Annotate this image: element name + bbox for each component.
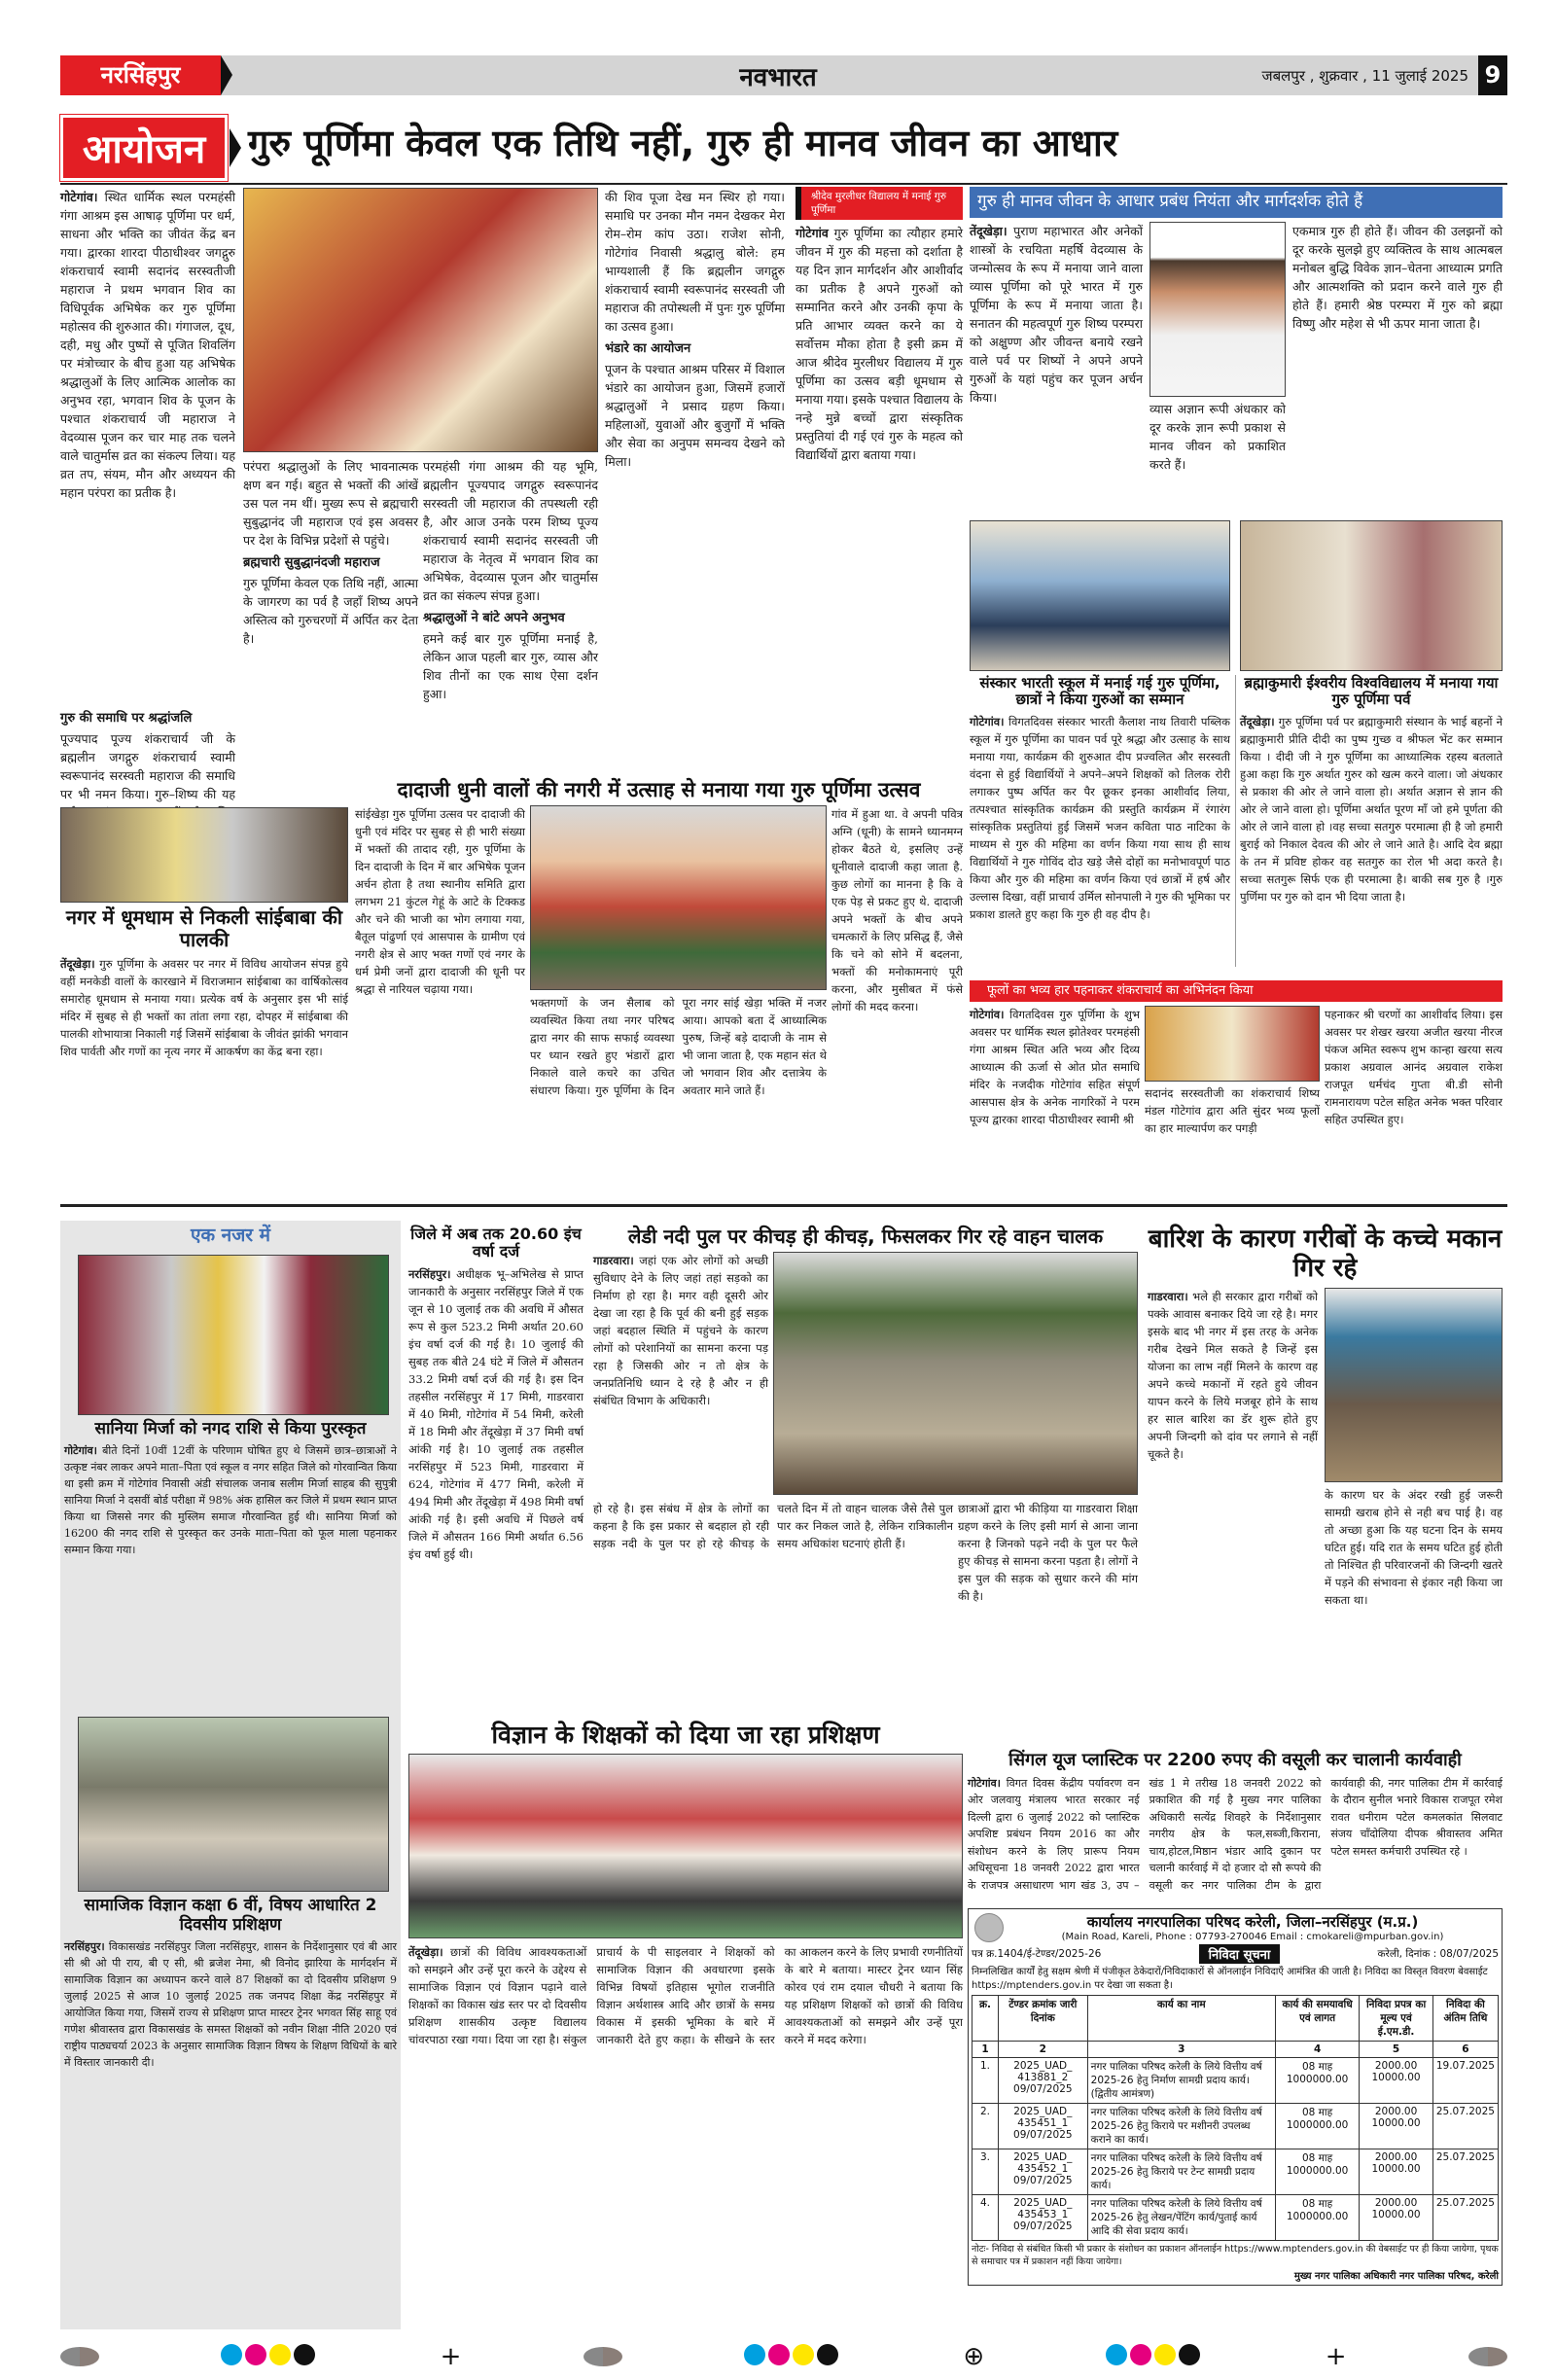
- school-block: [796, 187, 963, 774]
- saniya-block: [64, 1226, 397, 1710]
- sanskar-article: गोटेगांव। विगतदिवस संस्कार भारती कैलाश नाथ तिवारी पब्लिक स्कूल में गुरु पूर्णिमा का पावन पर्व पूरे श्रद्धा और उत्साह के साथ मनाया गया, कार्यक्रम की शुरुआत दीप प्रज्वलित और सरस्वती वंदना से हुई विद्यार्थियों ने अपने–अपने शिक्षकों को तिलक रोरी लगाकर पुष्प अर्पित कर पैर छूकर इनका आशीर्वाद लिया, तत्पश्चात सांस्कृतिक कार्यक्रम की प्रस्तुति कार्यक्रम में रंगारंग सांस्कृतिक प्रस्तुतियां हुई जिसमें भजन कविता पाठ नाटिका के माध्यम से गुरु की महिमा का वर्णन किया गया साथ ही साथ विद्यार्थियों ने गुरु गोविंद दोउ खड़े जैसे दोहों का मनोभावपूर्ण पाठ किया और गुरु की महिमा का वर्णन किया एवं छात्रों में हर्ष और उल्लास दिखा, वहीं प्राचार्य उर्मिल सोनपाली ने गुरु की भूमिका पर प्रकाश डालते हुए कहा कि गुरु ही वह दीप है।: [970, 714, 1231, 921]
- lady-block: [593, 1226, 1138, 1714]
- brahma-photo: [1240, 520, 1503, 671]
- tender-row: [972, 2195, 1499, 2241]
- samajik-block: [64, 1717, 397, 2327]
- lead-col3: परमहंसी गंगा आश्रम की यह भूमि, ब्रह्मलीन पूज्यपाद जगद्गुरु स्वरूपानंद सरस्वती जी महाराज की तपस्थली रही है, और आज उनके परम शिष्य पूज्य शंकराचार्य स्वामी सदानंद सरस्वती जी महाराज के नेतृत्व में भगवान शिव का अभिषेक, वेदव्यास पूजन और चातुर्मास व्रत का संकल्प संपन्न हुआ। श्रद्धालुओं ने बांटे अपने अनुभव हमने कई बार गुरु पूर्णिमा मनाई है, लेकिन आज पहली बार गुरु, व्यास और शिव तीनों का एक साथ ऐसा दर्शन हुआ।: [423, 459, 598, 701]
- ek-nazar-title: एक नजर में: [190, 1225, 271, 1246]
- barish-article-2: के कारण घर के अंदर रखी हुई जरूरी सामग्री खराब होने से नही बच पाई है। वह तो अच्छा हुआ कि यह घटना दिन के समय घटित हुई। यदि रात के समय घटित हुई होती तो निश्चित ही परिवारजनों की जिन्दगी खतरे में पड़ने की संभावना से इंकार नही किया जा सकता था।: [1325, 1487, 1503, 1607]
- lead-col4: की शिव पूजा देख मन स्थिर हो गया। समाधि पर उनका मौन नमन देखकर मेरा रोम–रोम कांप उठा। राजेश सोनी, गोटेगांव निवासी श्रद्धालु बोले: हम भाग्यशाली हैं कि ब्रह्मलीन जगद्गुरु शंकराचार्य स्वामी स्वरूपानंद सरस्वती जी महाराज की तपोस्थली में पुनः गुरु पूर्णिमा का उत्सव हुआ। भंडारे का आयोजन पूजन के पश्चात आश्रम परिसर में विशाल भंडारे का आयोजन हुआ, जिसमें हजारों श्रद्धालुओं ने प्रसाद ग्रहण किया। महिलाओं, युवाओं और बुजुर्गों में भक्ति और सेवा का अनुपम समन्वय देखने को मिला।: [605, 190, 785, 469]
- tender-note: नोटः- निविदा से संबंधित किसी भी प्रकार के संशोधन का प्रकाशन ऑनलाईन https://www.mptenders.gov.in की वेबसाईट पर ही किया जायेगा, पृथक से समाचार पत्र में प्रकाशन नहीं किया जायेगा।: [972, 2244, 1499, 2267]
- phool-article-2: सदानंद सरस्वतीजी का शंकराचार्य शिष्य मंडल गोटेगांव द्वारा अति सुंदर भव्य फूलों का हार माल्यार्पण कर पगड़ी: [1145, 1085, 1320, 1135]
- col-header: क्र.: [972, 1996, 999, 2042]
- training-group-photo: [78, 1717, 389, 1892]
- rain-article: नरसिंहपुर। अधीक्षक भू–अभिलेख से प्राप्त जानकारी के अनुसार नरसिंहपुर जिले में एक जून से 10 जुलाई तक की अवधि में औसत रूप से कुल 523.2 मिमी अर्थात 20.60 इंच वर्षा दर्ज की गई है। 10 जुलाई की सुबह तक बीते 24 घंटे में जिले में औसतन 33.2 मिमी वर्षा दर्ज की गई है। इस दिन तहसील नरसिंहपुर में 17 मिमी, गाडरवारा में 40 मिमी, गोटेगांव में 54 मिमी, करेली में 18 मिमी और तेंदूखेड़ा में 37 मिमी वर्षा आंकी गई है। 10 जुलाई तक तहसील नरसिंहपुर में 523 मिमी, गाडरवारा में 624, गोटेगांव में 477 मिमी, करेली में 494 मिमी और तेंदूखेड़ा में 498 मिमी वर्षा आंकी गई है। इसी अवधि में पिछले वर्ष जिले में औसतन 166 मिमी अर्थात 6.56 इंच वर्षा हुई थी।: [408, 1266, 584, 1561]
- tender-cell: 08 माह 1000000.00: [1275, 2104, 1359, 2149]
- vigyan-article: तेंदूखेड़ा। छात्रों की विविध आवश्यकताओं को समझने और उन्हें पूरा करने के उद्देश्य से सामाजिक विज्ञान एवं विज्ञान पढ़ाने वाले शिक्षकों का विकास खंड स्तर पर दो दिवसीय प्रशिक्षण शासकीय उत्कृष्ट विद्यालय चांवरपाठा रखा गया। दिया जा रहा है। संकुल प्राचार्य के पी साइलवार ने शिक्षकों को सामाजिक विज्ञान की अवधारणा इसके विभिन्न विषयों इतिहास भूगोल राजनीति विज्ञान अर्थशास्त्र आदि और छात्रों के समग्र विकास में इसकी भूमिका के बारे में जानकारी देते हुए कहा। के सीखने के स्तर का आकलन करने के लिए प्रभावी रणनीतियों के बारे मे बताया। मास्टर ट्रेनर ध्यान सिंह कोरव एवं राम दयाल चौधरी ने बताया कि यह प्रशिक्षण शिक्षकों को छात्रों की विविध आवश्यकताओं को समझने और उन्हें पूरा करने में मदद करेगा।: [408, 1944, 963, 2046]
- phool-article-3: पहनाकर श्री चरणों का आशीर्वाद लिया। इस अवसर पर शेखर खरया अजीत खरया नीरज पंकज अमित स्वरूप शुभ कान्हा खरया सत्य प्रकाश अग्रवाल आनंद अग्रवाल राकेश राजपूत धर्मचंद गुप्ता बी.डी सोनी रामनारायण पटेल सहित अनेक भक्त परिवार सहित उपस्थित हुए।: [1325, 1007, 1503, 1126]
- shankaracharya-photo: [1145, 1006, 1320, 1082]
- tender-title: निविदा सूचना: [1199, 1944, 1281, 1964]
- section-label: नरसिंहपुर: [60, 55, 221, 95]
- grey-oval-mark: [584, 2347, 622, 2366]
- col-num: 3: [1087, 2042, 1275, 2058]
- lady-article-2: हो रहे है। इस संबंध में क्षेत्र के लोगों का कहना है कि इस प्रकार से बदहाल हो रही सड़क नदी के पुल पर हो रहे कीचड़ के चलते दिन में तो वाहन चालक जैसे तैसे पुल पार कर निकल जाते है, लेकिन रात्रिकालीन समय अधिकांश घटनाएं होती हैं।: [593, 1502, 953, 1550]
- tender-cell: 1.: [972, 2058, 999, 2104]
- tender-cell: 2000.00 10000.00: [1360, 2058, 1433, 2104]
- tender-cell: 2025_UAD_ 435452_1 09/07/2025: [998, 2149, 1087, 2195]
- tender-cell: नगर पालिका परिषद करेली के लिये वित्तीय वर्ष 2025-26 हेतु निर्माण सामग्री प्रदाय कार्य।(द्वितीय आमंत्रण): [1087, 2058, 1275, 2104]
- tender-address: (Main Road, Kareli, Phone : 07793-270046 Email : cmokareli@mpurban.gov.in): [1061, 1932, 1444, 1942]
- temple-photo: [530, 805, 827, 990]
- tender-cell: 25.07.2025: [1432, 2149, 1498, 2195]
- lady-headline: लेडी नदी पुल पर कीचड़ ही कीचड़, फिसलकर गिर रहे वाहन चालक: [627, 1225, 1104, 1248]
- lady-article: गाडरवारा। जहां एक ओर लोगों को अच्छी सुविधाए देने के लिए जहां तहां सड़को का निर्माण हो रहा है। मगर वही दूसरी ओर देखा जा रहा है कि पूर्व की बनी हुई सड़क जहां बदहाल स्थिति में पहुंचने के कारण लोगों को परेशानियों का सामना करना पड़ रहा है जिसकी ओर न तो क्षेत्र के जनप्रतिनिधि ध्यान दे रहे है और न ही संबंधित विभाग के अधिकारी।: [593, 1254, 768, 1407]
- tender-cell: 25.07.2025: [1432, 2104, 1498, 2149]
- col-header: निविदा प्रपत्र का मूल्य एवं ई.एम.डी.: [1360, 1996, 1433, 2042]
- paper-name: नवभारत: [739, 63, 817, 92]
- plastic-block: [968, 1751, 1503, 1904]
- saniya-photo: [78, 1255, 389, 1415]
- tender-cell: नगर पालिका परिषद करेली के लिये वित्तीय वर्ष 2025-26 हेतु लेखन/पेंटिंग कार्य/पुताई कार्य आदि की सेवा प्रदाय कार्य।: [1087, 2195, 1275, 2241]
- tender-office: कार्यालय नगरपालिका परिषद करेली, जिला–नरसिंहपुर (म.प्र.): [1086, 1913, 1419, 1931]
- section-arrow: [221, 55, 232, 95]
- tender-cell: 2025_UAD_ 435453_1 09/07/2025: [998, 2195, 1087, 2241]
- tender-row: [972, 2149, 1499, 2195]
- barish-article: गाडरवारा। भले ही सरकार द्वारा गरीबों को पक्के आवास बनाकर दिये जा रहे है। मगर इसके बाद भी नगर में इस तरह के अनेक गरीब देखने मिल सकते है जिन्हें इस योजना का लाभ नहीं मिलने के कारण वह अपने कच्चे मकानों में रहते हुये जीवन यापन करने के लिये मजबूर होने के साथ हर साल बारिश का डॅर शुरू होते हुए अपनी जिन्दगी को दांव पर लगाने से नहीं चूकते है।: [1148, 1289, 1318, 1461]
- tender-cell: नगर पालिका परिषद करेली के लिये वित्तीय वर्ष 2025-26 हेतु किराये पर मशीनरी उपलब्ध कराने का कार्य।: [1087, 2104, 1275, 2149]
- dadaji-block: [355, 778, 963, 1192]
- sai-headline: नगर में धूमधाम से निकली सांईबाबा की पालकी: [65, 906, 343, 951]
- tender-cell: नगर पालिका परिषद करेली के लिये वित्तीय वर्ष 2025-26 हेतु किराये पर टेन्ट सामग्री प्रदाय कार्य।: [1087, 2149, 1275, 2195]
- dadaji-article-1: सांईखेड़ा गुरु पूर्णिमा उत्सव पर दादाजी की धुनी एवं मंदिर पर सुबह से ही भारी संख्या में भक्तों की तादाद रही, गुरु पूर्णिमा के दिन दादाजी के दिन में बार अभिषेक पूजन अर्चन होता है तथा स्थानीय समिति द्वारा लगभग 21 कुंटल गेहूं के आटे के टिक्कड और चने की भाजी का भोग लगाया गया, बैतूल पांढुर्णा एवं आसपास के ग्रामीण एवं नगरी क्षेत्र से आए भक्त गणों एवं नगर के धर्म प्रेमी जनों द्वारा दादाजी की धूनी पर श्रद्धा से नारियल चढ़ाया गया।: [355, 807, 525, 997]
- tender-row: [972, 2058, 1499, 2104]
- tender-cell: 2000.00 10000.00: [1360, 2104, 1433, 2149]
- cmyk-dots: [744, 2344, 841, 2369]
- tender-row: [972, 2104, 1499, 2149]
- tender-date: करेली, दिनांक : 08/07/2025: [1377, 1948, 1499, 1960]
- tender-cell: 08 माह 1000000.00: [1275, 2195, 1359, 2241]
- tender-cell: 2000.00 10000.00: [1360, 2149, 1433, 2195]
- tender-cell: 08 माह 1000000.00: [1275, 2149, 1359, 2195]
- main-headline: गुरु पूर्णिमा केवल एक तिथि नहीं, गुरु ही मानव जीवन का आधार: [248, 122, 1118, 164]
- col-header: टेंण्डर क्रमांक जारी दिनांक: [998, 1996, 1087, 2042]
- tender-cell: 4.: [972, 2195, 999, 2241]
- divider: [60, 183, 1507, 185]
- barish-headline: बारिश के कारण गरीबों के कच्चे मकान गिर रहे: [1148, 1225, 1503, 1283]
- dadaji-headline: दादाजी धुनी वालों की नगरी में उत्साह से मनाया गया गुरु पूर्णिमा उत्सव: [397, 778, 921, 801]
- vigyan-block: [408, 1722, 963, 2329]
- sanskar-block: [970, 675, 1230, 967]
- lead-article-part: गुरु की समाधि पर श्रद्धांजलि पूज्यपाद पूज्य शंकराचार्य जी के ब्रह्मलीन जगद्गुरु शंकराचार्य स्वामी स्वरूपानंद सरस्वती महाराज की समाधि पर भी नमन किया। गुरु–शिष्य की यह: [60, 711, 235, 801]
- tender-intro: निम्नलिखित कार्यों हेतु सक्षम श्रेणी में पंजीकृत ठेकेदारों/निविदाकारों से ऑनलाईन निविदाएँ आमंत्रित की जाती है। निविदा का विस्तृत विवरण बेवसाईट https://mptenders.gov.in पर देखा जा सकता है।: [972, 1967, 1488, 1991]
- grey-oval-mark: [1468, 2347, 1507, 2366]
- dateline: जबलपुर , शुक्रवार , 11 जुलाई 2025: [1261, 67, 1468, 85]
- phool-block: [970, 980, 1503, 1192]
- guru-article: तेंदूखेड़ा। पुराण महाभारत और अनेकों शास्त्रों के रचयिता महर्षि वेदव्यास के जन्मोत्सव के रूप में मनाया जाने वाला व्यास पूर्णिमा को पूरे भारत में गुरु पूर्णिमा के रूप में मनाया जाता है। सनातन की महत्वपूर्ण गुरु शिष्य परम्परा को अक्षुण्ण और जीवन्त बनाये रखने वाले पर्व पर शिष्यों ने अपने अपने गुरुओं के यहां पहुंच कर पूजन अर्चन किया।: [970, 223, 1143, 405]
- brahma-block: [1240, 675, 1503, 967]
- muddy-road-photo: [773, 1252, 1138, 1495]
- tender-ref: पत्र क्र.1404/ई-टेण्डर/2025-26: [972, 1948, 1102, 1960]
- col-header: कार्य का नाम: [1087, 1996, 1275, 2042]
- school-article: गोटेगांव गुरु पूर्णिमा का त्यौहार हमारे जीवन में गुरु की महत्ता को दर्शाता है यह दिन ज्ञान मार्गदर्शन और आशीर्वाद का प्रतीक है अपने गुरुओं को सम्मानित करने और उनकी कृपा के प्रति आभार व्यक्त करने का ये सर्वोत्तम मौका होता है इसी क्रम में आज श्रीदेव मुरलीधर विद्यालय में गुरु पूर्णिमा का उत्सव बड़ी धूमधाम से मनाया गया। इसके पश्चात विद्यालय के नन्हे मुन्ने बच्चों द्वारा संस्कृतिक प्रस्तुतियां दी गई एवं गुरु के महत्व को विद्यार्थियों द्वारा बताया गया।: [796, 226, 963, 463]
- aayojan-arrow: [230, 128, 241, 167]
- tender-cell: 08 माह 1000000.00: [1275, 2058, 1359, 2104]
- brahma-article: तेंदूखेड़ा। गुरु पूर्णिमा पर्व पर ब्रह्माकुमारी संस्थान के भाई बहनों ने ब्रह्माकुमारी प्रीति दीदी का पुष्प गुच्छ व श्रीफल भेंट कर सम्मान किया । दीदी जी ने गुरु पूर्णिमा का आध्यात्मिक रहस्य बतलाते हुआ कहा कि गुरु अर्थात गुरुर को खत्म करने वाला। जो अंधकार से प्रकाश की ओर ले जाने वाला हो। अर्थात अज्ञान से ज्ञान की ओर ले जाने वाला हो। पूर्णिमा अर्थात पूरण माँ जो हमे पूर्णता की ओर ले जाने वाला हो ।वह सच्चा सतगुरु परमात्मा ही है जो हमारी बुराई को निकाल देवत्व की ओर ले जाने आते है। आदि देव ब्रह्मा के तन में प्रविष्ट होकर वह सतगुरु का रोल भी अदा करते है। सच्चा सतगुरू सिर्फ एक ही परमात्मा है। बाकी सब गुरु है ।गुरु पुर्णिमा पर गुरु को दान भी दिया जाता है।: [1240, 714, 1503, 904]
- column-rule: [1235, 675, 1236, 967]
- sai-photo: [60, 807, 348, 903]
- municipal-emblem: [974, 1913, 1004, 1942]
- rain-headline: जिले में अब तक 20.60 इंच वर्षा दर्ज: [410, 1225, 582, 1261]
- tender-cell: 2000.00 10000.00: [1360, 2195, 1433, 2241]
- col-num: 6: [1432, 2042, 1498, 2058]
- barish-block: [1148, 1226, 1503, 1743]
- guru-article-2: एकमात्र गुरु ही होते हैं। जीवन की उलझनों को दूर करके सुलझे हुए व्यक्तित्व के साथ आत्मबल मनोबल बुद्धि विवेक ज्ञान–चेतना आध्यात्म प्रगति और आत्मशक्ति को प्रदान करने वाले गुरु ही होते हैं। हमारी श्रेष्ठ परम्परा में गुरु को ब्रह्मा विष्णु और महेश से भी ऊपर माना जाता है।: [1292, 223, 1503, 331]
- plastic-article: गोटेगांव। विगत दिवस केंद्रीय पर्यावरण वन ओर जलवायु मंत्रालय भारत सरकार नई दिल्ली द्वारा 6 जुलाई 2022 को प्लास्टिक अपशिष्ट प्रबंधन नियम 2016 का और संशोधन करने के लिए प्रारूप नियम अधिसूचना 18 जनवरी 2022 द्वारा भारत के राजपत्र असाधारण भाग खंड 3, उप – खंड 1 मे तरीख 18 जनवरी 2022 को प्रकाशित की गई है मुख्य नगर पालिका अधिकारी सत्येंद्र शिवहरे के निर्देशानुसार नगरीय क्षेत्र के फल,सब्जी,किराना, चाय,होटल,मिष्ठान भंडार आदि दुकान पर चलानी कार्रवाई में दो हजार दो सौ रूपये की वसूली कर नगर पालिका टीम के द्वारा कार्यवाही की, नगर पालिका टीम में कार्रवाई के दौरान सुनील भनारे विकास राजपूत रमेश रावत धनीराम पटेल कमलकांत सिलवाट संजय चाँदोलिया दीपक श्रीवास्तव अमित पटेल समस्त कर्मचारी उपस्थित रहे ।: [968, 1776, 1503, 1892]
- samajik-article: नरसिंहपुर। विकासखंड नरसिंहपुर जिला नरसिंहपुर, शासन के निर्देशानुसार एवं बी आर सी श्री ओ पी राय, बी ए सी, श्री ब्रजेश नेमा, श्री विनोद झारिया के मार्गदर्शन में सामाजिक विज्ञान का अध्यापन करने वाले 87 शिक्षकों का दो दिवसीय प्रशिक्षण 9 जुलाई 2025 से आज 10 जुलाई 2025 तक जनपद शिक्षा केंद्र नरसिंहपुर में आयोजित किया गया, जिसमें राज्य से प्रशिक्षण प्राप्त मास्टर ट्रेनर भगवत सिंह साहू एवं गणेश श्रीवास्तव द्वारा विकासखंड के समस्त शिक्षकों को नवीन शिक्षा नीति 2020 एवं राष्ट्रीय पाठ्यचर्या 2023 के अनुसार सामाजिक विज्ञान विषय के शिक्षण विधियों के बारे में विस्तार जानकारी दी।: [64, 1940, 398, 2070]
- sai-block: [60, 807, 348, 1192]
- collapsed-house-photo: [1325, 1288, 1503, 1482]
- lady-article-3: छात्राओं द्वारा भी कीड़िया या गाडरवारा शिक्षा ग्रहण करने के लिए इसी मार्ग से आना जाना करना है जिनको पढ़ने नदी के पुल पर फैले हुए कीचड़ से सामना करना पड़ता है। लोगों ने इस पुल की सड़क को सुधार करने की मांग की है।: [958, 1502, 1138, 1603]
- tender-cell: 2025_UAD_ 435451_1 09/07/2025: [998, 2104, 1087, 2149]
- plastic-headline: सिंगल यूज प्लास्टिक पर 2200 रुपए की वसूली कर चालानी कार्यवाही: [1008, 1750, 1462, 1770]
- tender-cell: 25.07.2025: [1432, 2195, 1498, 2241]
- print-registration-marks: [60, 2342, 1507, 2371]
- guru-portrait: [1149, 222, 1286, 397]
- school-tag: श्रीदेव मुरलीधर विद्यालय में मनाई गुरु पूर्णिमा: [796, 187, 963, 220]
- page-number: 9: [1478, 55, 1507, 95]
- crosshair-mark: +: [1325, 2342, 1347, 2371]
- col-num: 2: [998, 2042, 1087, 2058]
- grey-oval-mark: [60, 2347, 99, 2366]
- rain-block: [408, 1226, 584, 1714]
- tender-notice: [968, 1908, 1503, 2286]
- col-num: 1: [972, 2042, 999, 2058]
- tender-cell: 2025_UAD_ 413881_2 09/07/2025: [998, 2058, 1087, 2104]
- tender-table: [972, 1995, 1499, 2241]
- vigyan-headline: विज्ञान के शिक्षकों को दिया जा रहा प्रशिक्षण: [491, 1721, 880, 1749]
- saniya-headline: सानिया मिर्जा को नगद राशि से किया पुरस्कृत: [94, 1418, 367, 1439]
- teachers-photo: [408, 1754, 963, 1938]
- aayojan-label: आयोजन: [60, 115, 228, 181]
- guru-heading: गुरु ही मानव जीवन के आधार प्रबंध नियंता और मार्गदर्शक होते हैं: [970, 187, 1503, 218]
- samajik-headline: सामाजिक विज्ञान कक्षा 6 वीं, विषय आधारित 2 दिवसीय प्रशिक्षण: [84, 1896, 377, 1935]
- guru-block: [970, 187, 1503, 515]
- crosshair-mark: +: [440, 2342, 462, 2371]
- lead-col2: परंपरा श्रद्धालुओं के लिए भावनात्मक क्षण बन गई। बहुत से भक्तों की आंखें उस पल नम थीं। मुख्य रूप से ब्रह्मचारी सुबुद्धानंद जी महाराज एवं इस अवसर पर देश के विभिन्न प्रदेशों से पहुंचे। ब्रह्मचारी सुबुद्धानंदजी महाराज गुरु पूर्णिमा केवल एक तिथि नहीं, आत्मा के जागरण का पर्व है जहाँ शिष्य अपने अस्तित्व को गुरुचरणों में अर्पित कर देता है।: [243, 459, 418, 646]
- lead-article: गोटेगांव। स्थित धार्मिक स्थल परमहंसी गंगा आश्रम इस आषाढ़ पूर्णिमा पर धर्म, साधना और भक्ति का जीवंत केंद्र बन गया। द्वारका शारदा पीठाधीश्वर जगद्गुरु शंकराचार्य स्वामी सदानंद सरस्वतीजी महाराज ने प्रथम भगवान शिव का विधिपूर्वक अभिषेक कर गुरु पूर्णिमा महोत्सव की शुरुआत की। गंगाजल, दूध, दही, मधु और पुष्पों से पूजित शिवलिंग पर मंत्रोच्चार के बीच हुआ यह अभिषेक श्रद्धालुओं के लिए आत्मिक आलोक का अनुभव रहा, भगवान शिव के पूजन के पश्चात शंकराचार्य जी महाराज ने वेदव्यास पूजन कर चार माह तक चलने वाले चातुर्मास व्रत का संकल्प लिया। यह व्रत तप, संयम, मौन और अध्ययन की महान परंपरा का प्रतीक है।: [60, 190, 235, 500]
- col-header: निविदा की अंतिम तिथि: [1432, 1996, 1498, 2042]
- guru-caption: व्यास अज्ञान रूपी अंधकार को दूर करके ज्ञान रूपी प्रकाश से मानव जीवन को प्रकाशित करते हैं।: [1149, 401, 1286, 472]
- tender-cell: 3.: [972, 2149, 999, 2195]
- col-num: 5: [1360, 2042, 1433, 2058]
- section-divider: [60, 1204, 1507, 1207]
- col-num: 4: [1275, 2042, 1359, 2058]
- col-header: कार्य की समयावधि एवं लागत: [1275, 1996, 1359, 2042]
- crosshair-mark: ⊕: [963, 2342, 985, 2371]
- sanskar-photo: [970, 520, 1230, 671]
- ashram-photo: [243, 188, 598, 452]
- sanskar-headline: संस्कार भारती स्कूल में मनाई गई गुरु पूर्णिमा, छात्रों ने किया गुरुओं का सम्मान: [979, 674, 1220, 709]
- saniya-article: गोटेगांव। बीते दिनों 10वीं 12वीं के परिणाम घोषित हुए थे जिसमें छात्र–छात्राओं ने उत्कृष्ट नंबर लाकर अपने माता–पिता एवं स्कूल व नगर सहित जिले को गोरवान्वित किया था इसी क्रम में गोटेगांव निवासी अंडी संचालक जनाब सलीम मिर्जा साहब की सुपुत्री सानिया मिर्जा ने दसवीं बोर्ड परीक्षा में 98% अंक हासिल कर जिले में प्रथम स्थान प्राप्त किया था जिससे नगर की मुस्लिम समाज गौरवान्वित हुई थी। सानिया मिर्जा को 16200 की नगद राशि से पुरस्कृत कर उनके माता–पिता को फूल माला पहनाकर सम्मान किया गया।: [64, 1444, 398, 1557]
- tender-cell: 2.: [972, 2104, 999, 2149]
- cmyk-dots: [1106, 2344, 1203, 2369]
- tender-signatory: मुख्य नगर पालिका अधिकारी नगर पालिका परिषद, करेली: [1293, 2271, 1499, 2282]
- sai-article: तेंदूखेड़ा। गुरु पूर्णिमा के अवसर पर नगर में विविध आयोजन संपन्न हुये वहीं मनकेडी वालों के कारखाने में विराजमान सांईबाबा का वार्षिकोत्सव समारोह धूमधाम से मनाया गया। प्रत्येक वर्ष के अनुसार इस भी सांई मंदिर में सुबह से ही भक्तों का तांता लगा रहा, दोपहर में सांईबाबा की पालकी शोभायात्रा निकाली गई जिसमें सांईबाबा के जीवंत झांकी भगवान शिव पार्वती और गणों का नृत्य नगर में आकर्षण का केंद्र बना रहा।: [60, 957, 348, 1058]
- dadaji-article-3: गांव में हुआ था. वे अपनी पवित्र अग्नि (धूनी) के सामने ध्यानमग्न होकर बैठते थे, इसलिए उन्हें धूनीवाले दादाजी कहा जाता है. कुछ लोगों का मानना है कि वे एक पेड़ से प्रकट हुए थे. दादाजी अपने भक्तों के बीच अपने चमत्कारों के लिए प्रसिद्ध हैं, जैसे कि चने को सोने में बदलना, भक्तों की मनोकामनाएं पूरी करना, और मुसीबत में फंसे लोगों की मदद करना।: [831, 807, 963, 1014]
- dadaji-article-2: भक्तगणों के जन सैलाब को व्यवस्थित किया तथा नगर परिषद द्वारा नगर की साफ सफाई व्यवस्था पर ध्यान रखते हुए भंडारों द्वारा निकाले वाले कचरे का उचित संधारण किया। गुरु पूर्णिमा के दिन पूरा नगर सांई खेड़ा भक्ति में नजर आया। आपको बता दें आध्यात्मिक पुरुष, जिन्हें बड़े दादाजी के नाम से भी जाना जाता है, एक महान संत थे जो भगवान शिव और दत्तात्रेय के अवतार माने जाते हैं।: [530, 996, 827, 1098]
- phool-tag: फूलों का भव्य हार पहनाकर शंकराचार्य का अभिनंदन किया: [970, 980, 1503, 1002]
- tender-cell: 19.07.2025: [1432, 2058, 1498, 2104]
- phool-article: गोटेगांव। विगतदिवस गुरु पूर्णिमा के शुभ अवसर पर धार्मिक स्थल झोतेश्वर परमहंसी गंगा आश्रम स्थित अति भव्य और दिव्य आध्यात्म की ऊर्जा से ओत प्रोत समाधि मंदिर के नजदीक गोटेगांव सहित संपूर्ण आसपास क्षेत्र के अनेक नागरिकों ने परम पूज्य द्वारका शारदा पीठाधीश्वर स्वामी श्री: [970, 1007, 1141, 1126]
- cmyk-dots: [221, 2344, 318, 2369]
- brahma-headline: ब्रह्माकुमारी ईश्वरीय विश्वविद्यालय में मनाया गया गुरु पूर्णिमा पर्व: [1244, 674, 1499, 709]
